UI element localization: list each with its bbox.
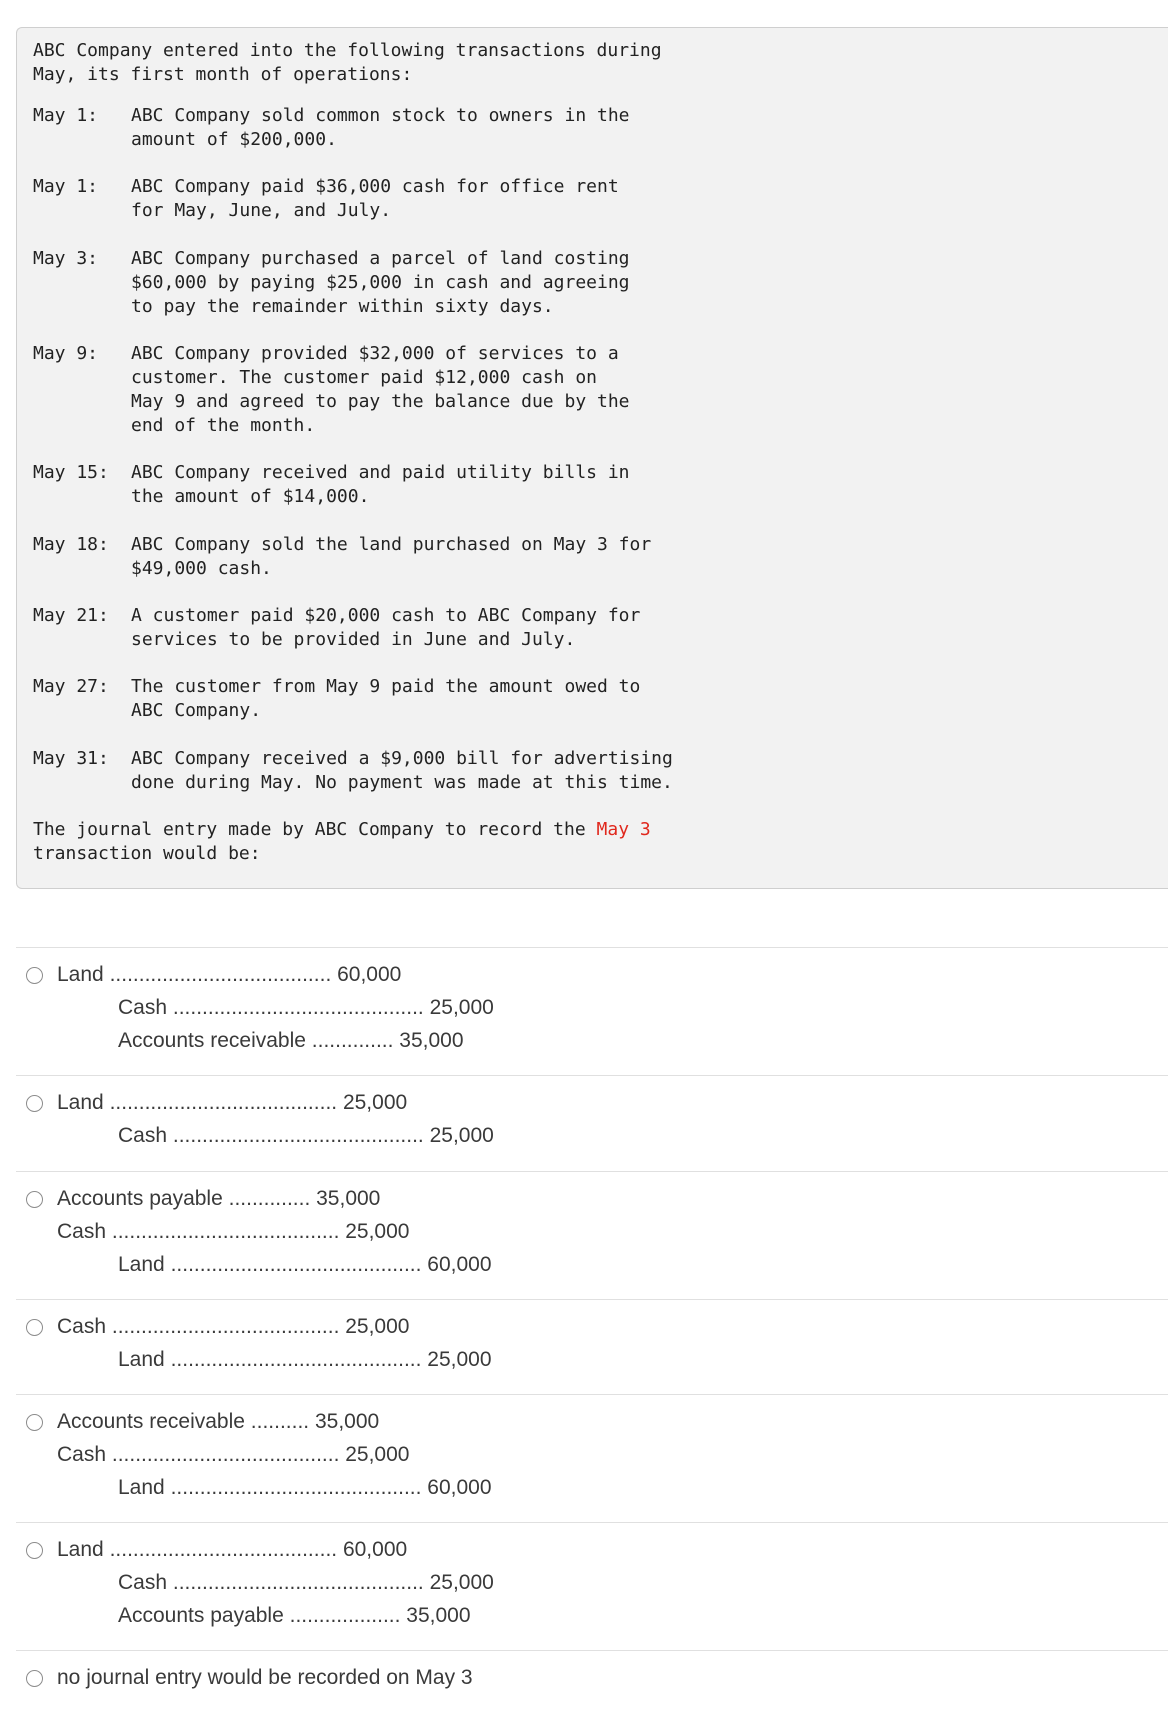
transaction-text: the amount of $14,000. — [131, 486, 370, 507]
credit-line: Cash ........................................... 25,000 — [118, 996, 494, 1019]
debit-line: Accounts payable .............. 35,000 — [57, 1187, 381, 1210]
debit-line: Cash ....................................... 25,000 — [57, 1443, 410, 1466]
prompt-text: The journal entry made by ABC Company to record the — [33, 819, 597, 840]
credit-line: Cash ........................................... 25,000 — [118, 1571, 494, 1594]
transaction-text: ABC Company sold the land purchased on May 3 for — [131, 534, 652, 555]
option-divider — [16, 1075, 1168, 1076]
transaction-text: $49,000 cash. — [131, 558, 272, 579]
transaction-date: May 1: — [33, 105, 99, 126]
transaction-text: ABC Company provided $32,000 of services to a — [131, 343, 619, 364]
intro-line-1: ABC Company entered into the following transactions during — [33, 40, 662, 61]
transaction-text: ABC Company. — [131, 700, 262, 721]
question-box — [16, 27, 1168, 889]
transaction-text: ABC Company purchased a parcel of land costing — [131, 248, 630, 269]
transaction-date: May 18: — [33, 534, 109, 555]
transaction-text: ABC Company received a $9,000 bill for advertising — [131, 748, 673, 769]
option-divider — [16, 1299, 1168, 1300]
transaction-date: May 9: — [33, 343, 99, 364]
option-divider — [16, 947, 1168, 948]
option-divider — [16, 1171, 1168, 1172]
debit-line: Accounts receivable .......... 35,000 — [57, 1410, 380, 1433]
radio-button[interactable] — [26, 1095, 43, 1112]
transaction-date: May 21: — [33, 605, 109, 626]
transaction-text: done during May. No payment was made at this time. — [131, 772, 673, 793]
transaction-text: ABC Company sold common stock to owners in the — [131, 105, 630, 126]
answer-option-g[interactable] — [26, 1663, 1126, 1703]
transaction-text: to pay the remainder within sixty days. — [131, 296, 554, 317]
radio-button[interactable] — [26, 1670, 43, 1687]
transaction-text: customer. The customer paid $12,000 cash on — [131, 367, 597, 388]
intro-line-2: May, its first month of operations: — [33, 64, 413, 85]
question-prompt — [33, 818, 651, 842]
credit-line: Land ........................................... 25,000 — [118, 1348, 492, 1371]
credit-line: Cash ........................................... 25,000 — [118, 1124, 494, 1147]
answer-option-b[interactable] — [26, 1088, 1126, 1163]
answer-option-f[interactable] — [26, 1535, 1126, 1643]
transaction-text: $60,000 by paying $25,000 in cash and agreeing — [131, 272, 630, 293]
question-prompt-line-2: transaction would be: — [33, 843, 261, 864]
answer-option-e[interactable] — [26, 1407, 1126, 1515]
transaction-text: amount of $200,000. — [131, 129, 337, 150]
transaction-text: The customer from May 9 paid the amount owed to — [131, 676, 641, 697]
radio-button[interactable] — [26, 1542, 43, 1559]
debit-line: Land ...................................... 60,000 — [57, 963, 402, 986]
credit-line: Accounts receivable .............. 35,000 — [118, 1029, 464, 1052]
answer-option-c[interactable] — [26, 1184, 1126, 1292]
option-divider — [16, 1650, 1168, 1651]
debit-line: Cash ....................................... 25,000 — [57, 1315, 410, 1338]
transaction-date: May 27: — [33, 676, 109, 697]
radio-button[interactable] — [26, 1319, 43, 1336]
transaction-text: ABC Company paid $36,000 cash for office rent — [131, 176, 619, 197]
radio-button[interactable] — [26, 967, 43, 984]
transaction-date: May 3: — [33, 248, 99, 269]
transaction-text: ABC Company received and paid utility bills in — [131, 462, 630, 483]
option-divider — [16, 1522, 1168, 1523]
transaction-date: May 1: — [33, 176, 99, 197]
transaction-text: for May, June, and July. — [131, 200, 392, 221]
transaction-date: May 15: — [33, 462, 109, 483]
answer-option-d[interactable] — [26, 1312, 1126, 1387]
prompt-highlight: May 3 — [596, 819, 651, 840]
transaction-text: A customer paid $20,000 cash to ABC Company for — [131, 605, 641, 626]
answer-option-a[interactable] — [26, 960, 1126, 1068]
option-divider — [16, 1394, 1168, 1395]
credit-line: Land ........................................... 60,000 — [118, 1253, 492, 1276]
debit-line: Cash ....................................... 25,000 — [57, 1220, 410, 1243]
radio-button[interactable] — [26, 1414, 43, 1431]
transaction-text: services to be provided in June and July. — [131, 629, 576, 650]
transaction-text: May 9 and agreed to pay the balance due by the — [131, 391, 630, 412]
transaction-date: May 31: — [33, 748, 109, 769]
radio-button[interactable] — [26, 1191, 43, 1208]
credit-line: Accounts payable ................... 35,000 — [118, 1604, 471, 1627]
debit-line: Land ....................................... 25,000 — [57, 1091, 408, 1114]
option-text: no journal entry would be recorded on May 3 — [57, 1666, 473, 1689]
credit-line: Land ........................................... 60,000 — [118, 1476, 492, 1499]
debit-line: Land ....................................... 60,000 — [57, 1538, 408, 1561]
transaction-text: end of the month. — [131, 415, 316, 436]
